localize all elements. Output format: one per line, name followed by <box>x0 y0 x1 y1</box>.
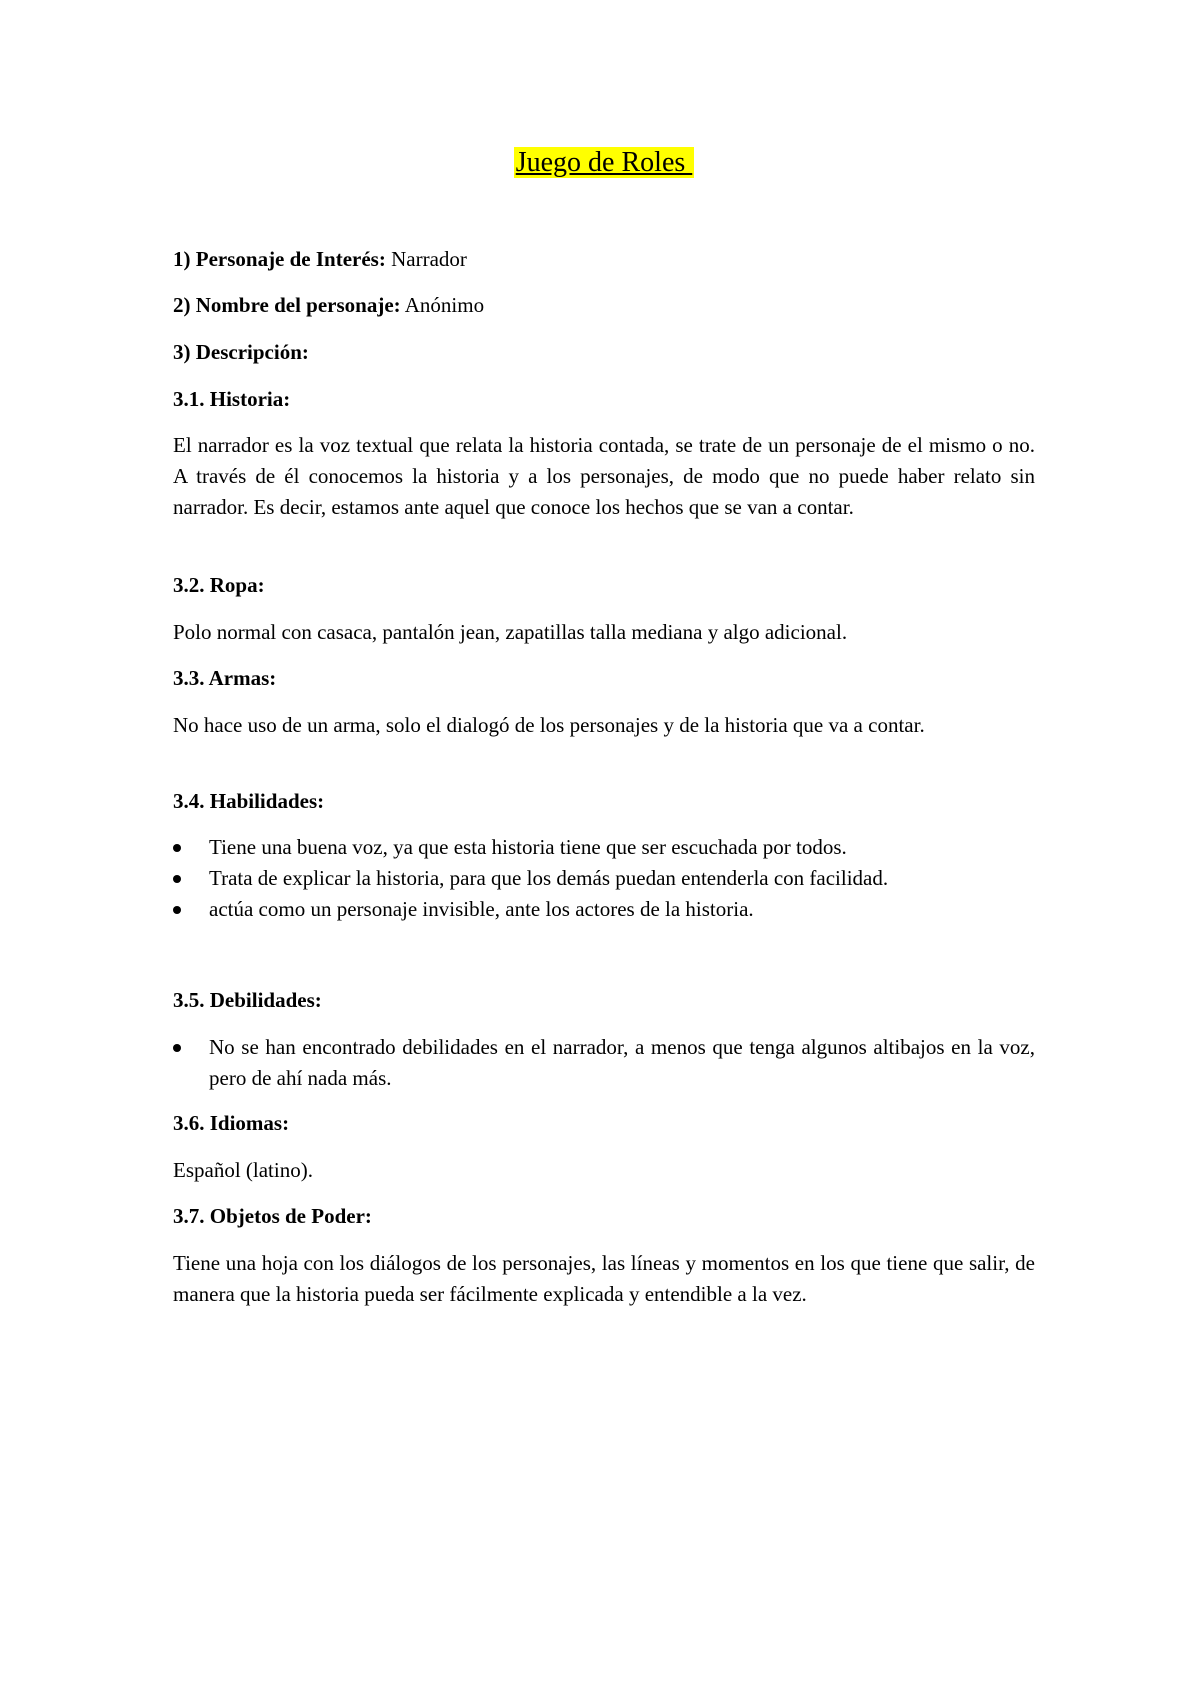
bullet-dot-icon <box>173 844 181 852</box>
document-title: Juego de Roles <box>515 147 693 178</box>
list-item <box>173 863 1035 894</box>
section-text-historia: El narrador es la voz textual que relata la historia contada, se trate de un personaje de el mismo o no. A través de él conocemos la historia y a los personajes, de modo que no puede haber relato sin narrador. Es decir, estamos ante aquel que conoce los hechos que se van a contar. <box>173 433 1035 519</box>
bullet-dot-icon <box>173 1044 181 1052</box>
habilidades-heading-text: 3.4. Habilidades: <box>173 789 325 813</box>
list-item-text: Tiene una buena voz, ya que esta historia tiene que ser escuchada por todos. <box>209 835 847 859</box>
title-container <box>173 146 1035 180</box>
field-descripcion-label: 3) Descripción: <box>173 340 309 364</box>
field-descripcion <box>173 337 309 368</box>
section-text-armas: No hace uso de un arma, solo el dialogó de los personajes y de la historia que va a contar. <box>173 713 925 737</box>
debilidades-heading-text: 3.5. Debilidades: <box>173 988 322 1012</box>
section-heading-armas <box>173 663 276 694</box>
section-heading-debilidades <box>173 985 322 1016</box>
debilidades-list <box>173 1032 1035 1094</box>
field-personaje-value: Narrador <box>385 247 467 271</box>
list-item <box>173 1032 1035 1094</box>
list-item-text: No se han encontrado debilidades en el narrador, a menos que tenga algunos altibajos en la voz, pero de ahí nada más. <box>209 1035 1035 1090</box>
armas-heading-text: 3.3. Armas: <box>173 666 277 690</box>
section-text-objetos: Tiene una hoja con los diálogos de los personajes, las líneas y momentos en los que tiene que salir, de manera que la historia pueda ser fácilmente explicada y entendible a la vez. <box>173 1251 1035 1306</box>
ropa-heading-text: 3.2. Ropa: <box>173 573 265 597</box>
section-heading-idiomas <box>173 1108 289 1139</box>
bullet-dot-icon <box>173 875 181 883</box>
bullet-dot-icon <box>173 906 181 914</box>
field-personaje-label: 1) Personaje de Interés: <box>173 247 386 271</box>
section-heading-objetos <box>173 1201 372 1232</box>
section-heading-historia <box>173 384 290 415</box>
field-nombre-value: Anónimo <box>400 293 485 317</box>
list-item <box>173 894 1035 925</box>
section-heading-ropa <box>173 570 265 601</box>
section-text-idiomas: Español (latino). <box>173 1158 313 1182</box>
idiomas-heading-text: 3.6. Idiomas: <box>173 1111 290 1135</box>
list-item-text: Trata de explicar la historia, para que los demás puedan entenderla con facilidad. <box>209 866 889 890</box>
section-text-ropa: Polo normal con casaca, pantalón jean, zapatillas talla mediana y algo adicional. <box>173 620 848 644</box>
section-heading-habilidades <box>173 786 324 817</box>
list-item <box>173 832 1035 863</box>
objetos-heading-text: 3.7. Objetos de Poder: <box>173 1204 372 1228</box>
list-item-text: actúa como un personaje invisible, ante los actores de la historia. <box>209 897 754 921</box>
historia-heading-text: 3.1. Historia: <box>173 387 291 411</box>
habilidades-list <box>173 832 1035 925</box>
field-nombre <box>173 290 484 321</box>
field-nombre-label: 2) Nombre del personaje: <box>173 293 401 317</box>
field-personaje <box>173 244 467 275</box>
